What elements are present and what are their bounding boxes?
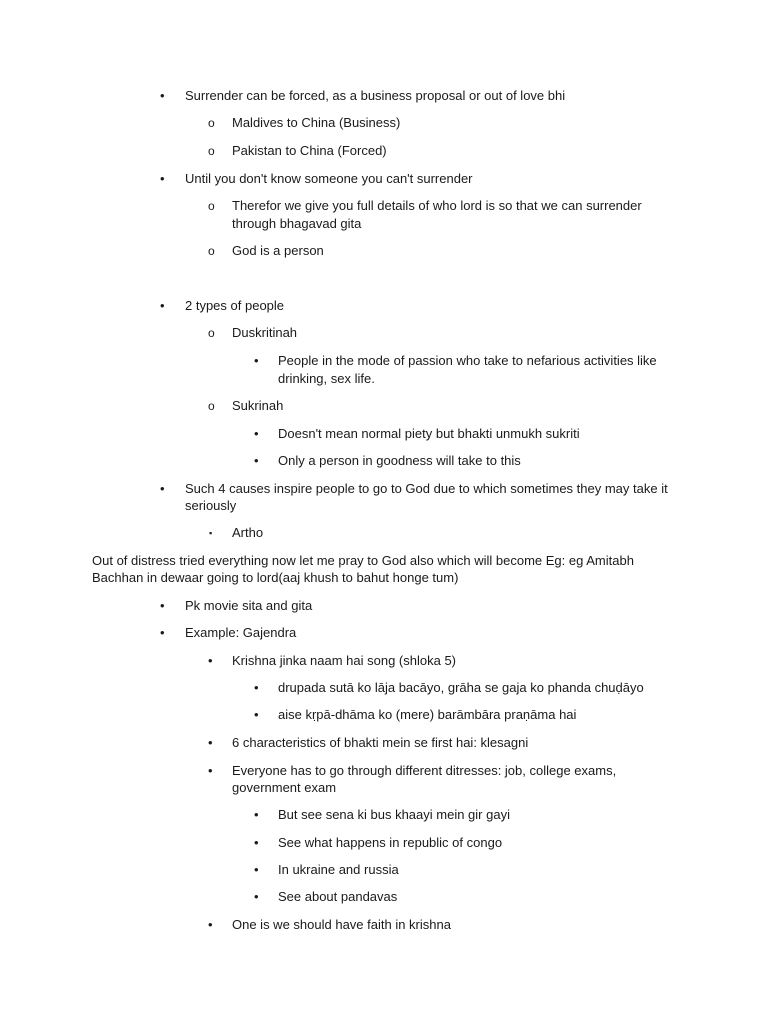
- list-item: God is a person: [232, 243, 324, 258]
- paragraph-continuation: Bachhan in dewaar going to lord(aaj khush to bahut honge tum): [92, 570, 459, 585]
- list-item: drupada sutā ko lāja bacāyo, grāha se gaja ko phanda chuḍāyo: [278, 680, 644, 695]
- list-item: But see sena ki bus khaayi mein gir gayi: [278, 807, 510, 822]
- sub-bullet-marker: o: [208, 326, 215, 340]
- bullet-marker: •: [254, 707, 259, 722]
- list-item: Example: Gajendra: [185, 625, 297, 640]
- list-item: See about pandavas: [278, 889, 398, 904]
- paragraph: Out of distress tried everything now let me pray to God also which will become Eg: eg Amitabh: [92, 553, 634, 568]
- list-item: Maldives to China (Business): [232, 115, 401, 130]
- list-item-continuation: government exam: [232, 780, 337, 795]
- list-item: Duskritinah: [232, 325, 298, 340]
- list-item: Surrender can be forced, as a business proposal or out of love bhi: [185, 88, 566, 103]
- list-item: People in the mode of passion who take to nefarious activities like: [278, 353, 657, 368]
- list-item: See what happens in republic of congo: [278, 835, 503, 850]
- sub-bullet-marker: o: [208, 199, 215, 213]
- bullet-marker: •: [160, 481, 165, 496]
- bullet-marker: •: [160, 171, 165, 186]
- list-item: 2 types of people: [185, 298, 285, 313]
- bullet-marker: •: [254, 680, 259, 695]
- bullet-marker: •: [160, 598, 165, 613]
- bullet-marker: •: [208, 653, 213, 668]
- list-item: Such 4 causes inspire people to go to God due to which sometimes they may take it: [185, 481, 668, 496]
- list-item: In ukraine and russia: [278, 862, 399, 877]
- bullet-marker: •: [160, 88, 165, 103]
- list-item: Artho: [232, 525, 264, 540]
- list-item: Doesn't mean normal piety but bhakti unmukh sukriti: [278, 426, 580, 441]
- list-item: One is we should have faith in krishna: [232, 917, 451, 932]
- list-item: Therefor we give you full details of who lord is so that we can surrender: [232, 198, 642, 213]
- list-item: 6 characteristics of bhakti mein se first hai: klesagni: [232, 735, 529, 750]
- square-bullet-marker: ▪: [209, 528, 213, 538]
- list-item: Krishna jinka naam hai song (shloka 5): [232, 653, 457, 668]
- bullet-marker: •: [254, 835, 259, 850]
- list-item-continuation: seriously: [185, 498, 237, 513]
- list-item: aise kṛpā-dhāma ko (mere) barāmbāra praṇāma hai: [278, 707, 577, 722]
- list-item: Until you don't know someone you can't surrender: [185, 171, 473, 186]
- list-item-continuation: drinking, sex life.: [278, 371, 375, 386]
- bullet-marker: •: [208, 735, 213, 750]
- list-item: Sukrinah: [232, 398, 284, 413]
- bullet-marker: •: [254, 862, 259, 877]
- sub-bullet-marker: o: [208, 144, 215, 158]
- bullet-marker: •: [160, 298, 165, 313]
- list-item: Pakistan to China (Forced): [232, 143, 387, 158]
- list-item-continuation: through bhagavad gita: [232, 216, 362, 231]
- sub-bullet-marker: o: [208, 244, 215, 258]
- sub-bullet-marker: o: [208, 116, 215, 130]
- bullet-marker: •: [254, 889, 259, 904]
- bullet-marker: •: [208, 763, 213, 778]
- bullet-marker: •: [254, 426, 259, 441]
- list-item: Everyone has to go through different ditresses: job, college exams,: [232, 763, 617, 778]
- bullet-marker: •: [160, 625, 165, 640]
- sub-bullet-marker: o: [208, 399, 215, 413]
- list-item: Only a person in goodness will take to this: [278, 453, 521, 468]
- bullet-marker: •: [254, 353, 259, 368]
- bullet-marker: •: [254, 807, 259, 822]
- bullet-marker: •: [208, 917, 213, 932]
- bullet-marker: •: [254, 453, 259, 468]
- list-item: Pk movie sita and gita: [185, 598, 313, 613]
